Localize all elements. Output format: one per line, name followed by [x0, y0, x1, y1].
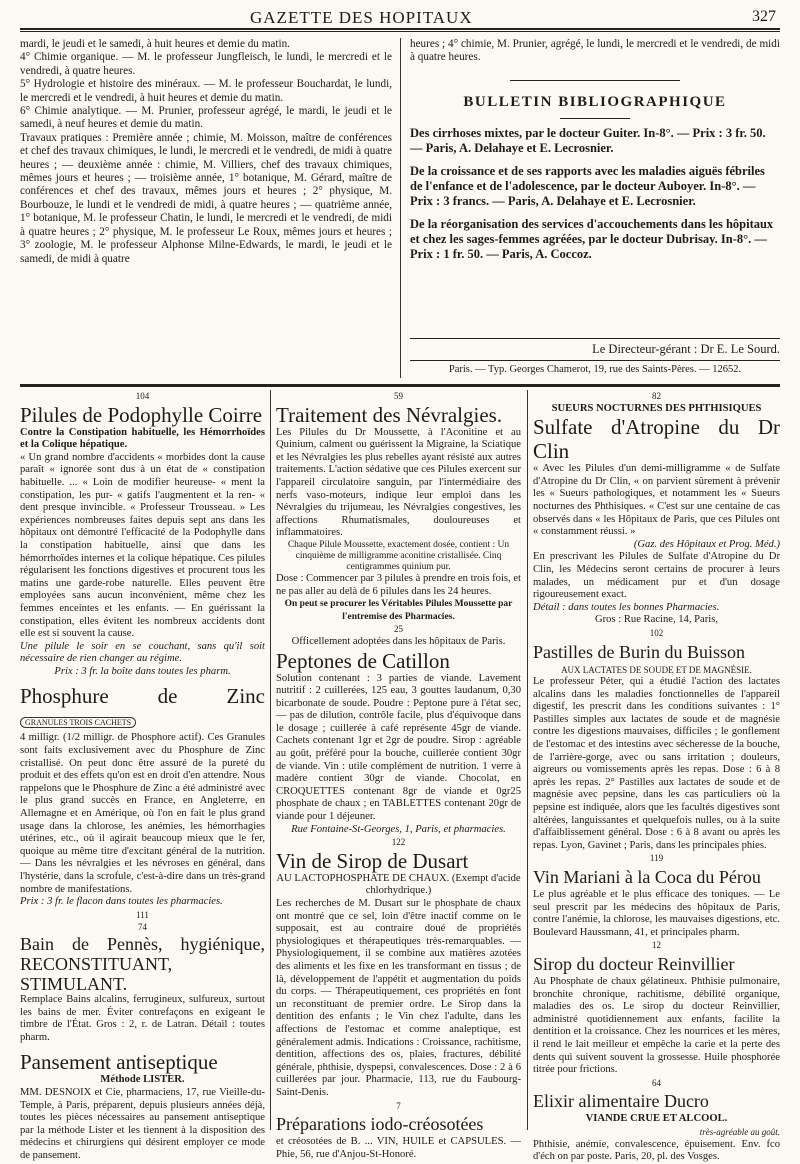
- advert-official: Officellement adoptées dans les hôpitaux de Paris.: [291, 635, 506, 647]
- advert-title-zinc: [20, 684, 265, 732]
- bulletin-list: [410, 126, 780, 270]
- advert-column-3: [533, 390, 780, 1163]
- printer-line: Paris. — Typ. Georges Chamerot, 19, rue des Saints-Pères. — 12652.: [448, 364, 742, 375]
- advert-number: 12: [652, 940, 661, 951]
- advert-title-reinvillier: Sirop du docteur Reinvillier: [533, 953, 735, 974]
- advert-number: 25: [394, 624, 403, 635]
- paragraph: 4° Chimie organique. — M. le professeur Jungfleisch, le lundi, le mercredi et le vendredi, à quatre heures.: [20, 51, 392, 77]
- advert-number: 74: [138, 922, 147, 933]
- column-divider: [270, 390, 271, 1130]
- advert-body: et créosotées de B. ... VIN, HUILE et CAPSULES. — Phie, 56, rue d'Anjou-St-Honoré.: [276, 1136, 521, 1160]
- advert-detail: Détail : dans toutes les bonnes Pharmacies.: [533, 601, 720, 613]
- column-divider: [400, 38, 401, 378]
- advert-title-mariani: Vin Mariani à la Coca du Pérou: [533, 867, 761, 887]
- page-header: [20, 6, 780, 30]
- separator: [410, 338, 780, 339]
- column-divider: [527, 390, 528, 1130]
- advert-title-podophylle: Pilules de Podophylle Coirre: [20, 402, 263, 427]
- bulletin-entry: De la réorganisation des services d'accouchements dans les hôpitaux et chez les sages-femmes agréées, par le docteur Dubrisay. In-8°. — Prix : 1 fr. 50. — Paris, A. Coccoz.: [410, 217, 774, 261]
- advert-body: 4 milligr. (1/2 milligr. de Phosphore actif). Ces Granules sont faits exclusivement avec du Phosphure de Zinc cristallisé. On peut donc être assuré de la pureté du produit et des effets qu'on est en droit d'en attendre. Nous rappelons que le Phosphure de Zinc a été administré avec le plus grand succès en France, en Angleterre, en Allemagne et en Amérique, où l'on en fait le plus grand usage dans la chlorose, les anémies, les hémorrhagies utérines, etc., où il agirait beaucoup mieux que le fer, quoique au même titre d'excitant général de la nutrition. — Dans les névralgies et les névroses en général, dans l'hystérie, dans la scrofule, c'est-à-dire dans un très-grand nombre de manifestations.: [20, 732, 265, 895]
- advert-body: Les Pilules du Dr Moussette, à l'Aconitine et au Quinium, calment ou guérissent la Migraine, la Sciatique et les Névralgies les plus rebelles ayant résisté aux autres traitements. L'action sédative que ces Pilules exercent sur l'appareil circulatoire sanguin, par l'intermédiaire des nerfs vaso-moteurs, indique leur emploi dans les Névralgies du trijumeau, les Névralgies congestives, les affections Rhumatismales, douloureuses et inflammatoires.: [276, 426, 521, 539]
- advert-number: 59: [394, 391, 403, 401]
- advert-usage: Une pilule le soir en se couchant, sans qu'il soit nécessaire de rien changer au régime.: [20, 640, 265, 665]
- advert-citation: (Gaz. des Hôpitaux et Prog. Méd.): [633, 538, 780, 550]
- advert-subtitle: Méthode LISTER.: [100, 1074, 185, 1086]
- advert-subtitle: Contre la Constipation habituelle, les Hémorrhoïdes et la Colique hépatique.: [20, 426, 265, 451]
- header-rule: [20, 31, 780, 32]
- advert-number: 102: [649, 627, 664, 638]
- advert-body: Au Phosphate de chaux gélatineux. Phthisie pulmonaire, bronchite chronique, rachitisme, débilité organique, maladies des os. Le sirop du docteur Reinvillier, administré quotidiennement aux enfants, facilite la dentition et la croissance. Chez les nourrices et les mères, il rend le lait meilleur et empêche la carie et la perte des dents qui suivent souvent la grossesse. Huile phosphorée titrée pour frictions.: [533, 975, 780, 1076]
- page-number: 327: [752, 8, 776, 25]
- advert-number: 7: [396, 1100, 401, 1111]
- bulletin-heading: BULLETIN BIBLIOGRAPHIQUE: [463, 94, 727, 110]
- advert-title-dusart: Vin de Sirop de Dusart: [276, 848, 469, 873]
- zinc-title: Phosphure de Zinc: [20, 684, 265, 709]
- advert-subtitle: AU LACTOPHOSPHATE DE CHAUX. (Exempt d'acide chlorhydrique.): [276, 872, 521, 897]
- advert-header: SUEURS NOCTURNES DES PHTHISIQUES: [551, 402, 762, 414]
- advert-body: En prescrivant les Pilules de Sulfate d'Atropine du Dr Clin, les Médecins seront certains de procurer à leurs malades, un médicament pur et d'un dosage rigoureusement exact.: [533, 551, 780, 601]
- advert-number: 122: [391, 837, 406, 848]
- advert-column-1: [20, 390, 265, 1161]
- paragraph: 6° Chimie analytique. — M. Prunier, professeur agrégé, le mardi, le jeudi et le samedi, à neuf heures et demie du matin.: [20, 105, 392, 131]
- journal-title: GAZETTE DES HOPITAUX: [250, 8, 473, 27]
- advert-body: « Un grand nombre d'accidents « morbides dont la cause paraît « ignorée sont dus à un état de « constipation habituelle. ... « Loin de modifier heureuse- « ment la constipation, les pur- « gatifs l'augmentent et la ren- « dent presque invincible. « Professeur Trousseau. » Les expériences nombreuses faites depuis sept ans dans les hôpitaux ont démontré l'efficacité de la Podophylle dans la constipation habituelle, ainsi que dans les hémorrhoïdes internes et la colique hépatique. Ces pilules régularisent les fonctions digestives et procurent tous les matins une garde-robe naturelle. Elles peuvent être employées sans aucun inconvénient, même chez les femmes enceintes et les enfants. — En guérissant la constipation, elles évitent les nombreux accidents dont elle est si souvent la cause.: [20, 451, 265, 640]
- advert-body: Remplace Bains alcalins, ferrugineux, sulfureux, surtout les bains de mer. Éviter contrefaçons en exigeant le timbre de l'État. Gros : 2, r. de Latran. Détail : toutes pharm.: [20, 993, 265, 1043]
- advert-number: 119: [649, 853, 664, 864]
- advert-subtitle: AUX LACTATES DE SOUDE ET DE MAGNÉSIE.: [561, 664, 752, 675]
- bulletin-entry: De la croissance et de ses rapports avec les maladies aiguës fébriles de l'enfance et de l'adolescence, par le docteur Auboyer. In-8°. — Prix : 3 francs. — Paris, A. Delahaye et E. Lecrosnier.: [410, 164, 765, 208]
- director-line: Le Directeur-gérant : Dr E. Le Sourd.: [592, 342, 780, 356]
- advert-gros: Gros : Rue Racine, 14, Paris,: [595, 614, 718, 626]
- advert-title-burin: Pastilles de Burin du Buisson: [533, 641, 746, 662]
- advert-body: Le plus agréable et le plus efficace des toniques. — Le seul prescrit par les médecins des hôpitaux de Paris, contre l'anémie, la chlorose, les mauvaises digestions, etc. Boulevard Haussmann, 41, et principales pharm.: [533, 889, 780, 938]
- advert-body: Phthisie, anémie, convalescence, épuisement. Env. fco d'éch on par poste. Paris, 20, pl. des Vosges.: [533, 1138, 780, 1163]
- separator: [410, 360, 780, 361]
- advert-title-ducro: Elixir alimentaire Ducro: [533, 1091, 709, 1112]
- advert-address: Rue Fontaine-St-Georges, 1, Paris, et pharmacies.: [291, 823, 506, 835]
- paragraph: mardi, le jeudi et le samedi, à huit heures et demie du matin.: [20, 38, 290, 50]
- advert-subtitle: VIANDE CRUE ET ALCOOL.: [585, 1113, 728, 1125]
- zinc-badge: GRANULES TROIS CACHETS: [20, 717, 136, 728]
- advert-title-atropine: Sulfate d'Atropine du Dr Clin: [533, 415, 780, 464]
- advert-title-nevralgies: Traitement des Névralgies.: [276, 402, 503, 427]
- separator: [510, 80, 680, 81]
- advert-body: Solution contenant : 3 parties de viande. Lavement nutritif : 2 cuillerées, 125 eau, 3 gouttes laudanum, 0,30 bicarbonate de soude. Poudre : Peptone pure à l'état sec, — pas de dilution, contrôle facile, plus d'équivoque dans le dosage ; cuillerée à café représente 45gr de viande. Cachets contenant 1gr et 2gr de poudre. Sirop : agréable au goût, préféré pour la bouche, cuillerée contient 30gr de viande. Vin : utile complément de nutrition. 1 verre à madère contient 30gr de viande. Chocolat, en CROQUETTES contenant 8gr de viande et 0gr25 phosphate de chaux ; en TABLETTES contenant 20gr de viande pour 1 déjeuner.: [276, 672, 521, 823]
- advert-title-pansement: Pansement antiseptique: [20, 1050, 218, 1075]
- advert-number: 111: [136, 909, 149, 920]
- left-text-column: [20, 38, 392, 378]
- advert-note: très-agréable au goût.: [699, 1126, 780, 1137]
- right-text-column: [410, 38, 780, 65]
- advert-price: Prix : 3 fr. la boîte dans toutes les pharm.: [54, 665, 231, 677]
- paragraph: 5° Hydrologie et histoire des minéraux. — M. le professeur Bouchardat, le lundi, le mercredi et le vendredi, à huit heures et demie du matin.: [20, 78, 392, 104]
- advert-body: Le professeur Péter, qui a étudié l'action des lactates alcalins dans les maladies fonctionnelles de l'appareil digestif, les prescrit dans les conditions suivantes : 1° Pastilles simples aux lactates de soude et de magnésie contre les digestions mauvaises, difficiles ; le gonflement de l'estomac et des intestins avec sécheresse de la bouche, de l'arrière-gorge, avec ou sans irritation ; douleurs, aigreurs ou vomissements après les repas. Dose : 6 à 8 après les repas. 2° Pastilles aux lactates de soude et de magnésie avec pepsine, dans les cas particuliers où la pepsine est indiquée, alors que les facultés digestives sont altérées, languissantes et quelquefois nulles, ou à la suite d'affaiblissement général. Dose : 6 à 8 avant ou après les repas. Lyon, Gavinet ; Paris, dans les principales phies.: [533, 676, 780, 851]
- advert-price: Prix : 3 fr. le flacon dans toutes les pharmacies.: [20, 896, 223, 908]
- paragraph: heures ; 4° chimie, M. Prunier, agrégé, le lundi, le mercredi et le vendredi, de midi à quatre heures.: [410, 38, 780, 64]
- advert-top-rule: [20, 384, 780, 387]
- advert-body: Les recherches de M. Dusart sur le phosphate de chaux ont montré que ce sel, loin d'être inactif comme on le supposait, est au contraire doué de propriétés physiologiques et thérapeutiques très-remarquables. — Physiologiquement, il se combine aux matières azotées des aliments et les fixe en les transformant en tissus ; de là, développement de l'appétit et augmentation du poids du corps. — Thérapeutiquement, ces propriétés en font un reconstituant de premier ordre. Le Sirop dans la dentition des enfants ; le Vin chez l'adulte, dans les affections de l'estomac et comme analeptique, est généralement admis. Indications : Croissance, rachitisme, dentition, affections des os, plaies, fractures, débilité générale, phthisie, dyspepsi, convalescences. Dose : 2 à 6 cuillerées par jour. Pharmacie, 113, rue du Faubourg-Saint-Denis.: [276, 898, 521, 1098]
- advert-number: 64: [652, 1077, 661, 1088]
- advert-number: 104: [135, 391, 150, 401]
- advert-body: « Avec les Pilules d'un demi-milligramme « de Sulfate d'Atropine du Dr Clin, « on parvient sûrement à prévenir les « Sueurs pathologiques, et notamment les « Sueurs nocturnes des Phthisiques. « C'est sur une centaine de cas observés dans « les Hôpitaux de Paris, que ces Pilules ont « constamment réussi. »: [533, 463, 780, 538]
- advert-title-bain: Bain de Pennès, hygiénique, RECONSTITUANT, STIMULANT.: [20, 933, 265, 994]
- advert-dose: Chaque Pilule Moussette, exactement dosée, contient : Un cinquième de milligramme aconitine cristallisée. Cinq centigrammes quinium pur.: [287, 539, 510, 572]
- separator: [560, 118, 630, 119]
- paragraph: Travaux pratiques : Première année ; chimie, M. Moisson, maître de conférences et chef des travaux chimiques, le lundi, le mercredi et le vendredi, de midi à quatre heures ; — deuxième année : chimie, M. Villiers, chef des travaux chimiques, mêmes jours et heures ; — troisième année, 1° botanique, M. Gérard, maître de conférences et chef des travaux, mêmes jours et heures ; 2° physique, M. Bourbouze, le lundi et le vendredi de midi, à quatre heures ; — quatrième année, 1° botanique, M. le professeur Chatin, le lundi, le mercredi et le vendredi, de midi à quatre heures ; 2° physique, M. le professeur Le Roux, mêmes jours et heures ; 3° zoologie, M. le professeur Alphonse Milne-Edwards, le mardi, le jeudi et le samedi, de midi à quatre: [20, 131, 392, 265]
- advert-number: 82: [652, 391, 661, 401]
- advert-title-peptones: Peptones de Catillon: [276, 648, 450, 673]
- advert-column-2: [276, 390, 521, 1160]
- advert-title-preparations: Préparations iodo-créosotées: [276, 1114, 484, 1135]
- advert-buy: On peut se procurer les Véritables Pilules Moussette par l'entremise des Pharmacies.: [284, 599, 513, 622]
- bulletin-entry: Des cirrhoses mixtes, par le docteur Guiter. In-8°. — Prix : 3 fr. 50. — Paris, A. Delahaye et E. Lecrosnier.: [410, 126, 766, 155]
- advert-dose: Dose : Commencer par 3 pilules à prendre en trois fois, et ne pas aller au delà de 6 pilules dans les 24 heures.: [276, 572, 521, 597]
- advert-body: MM. DESNOIX et Cie, pharmaciens, 17, rue Vieille-du-Temple, à Paris, préparent, depuis plusieurs années déjà, toutes les pièces nécessaires au pansement antiseptique par la méthode Lister et les tiennent à la disposition des médecins et chirurgiens qui désirent employer ce mode de pansement.: [20, 1086, 265, 1161]
